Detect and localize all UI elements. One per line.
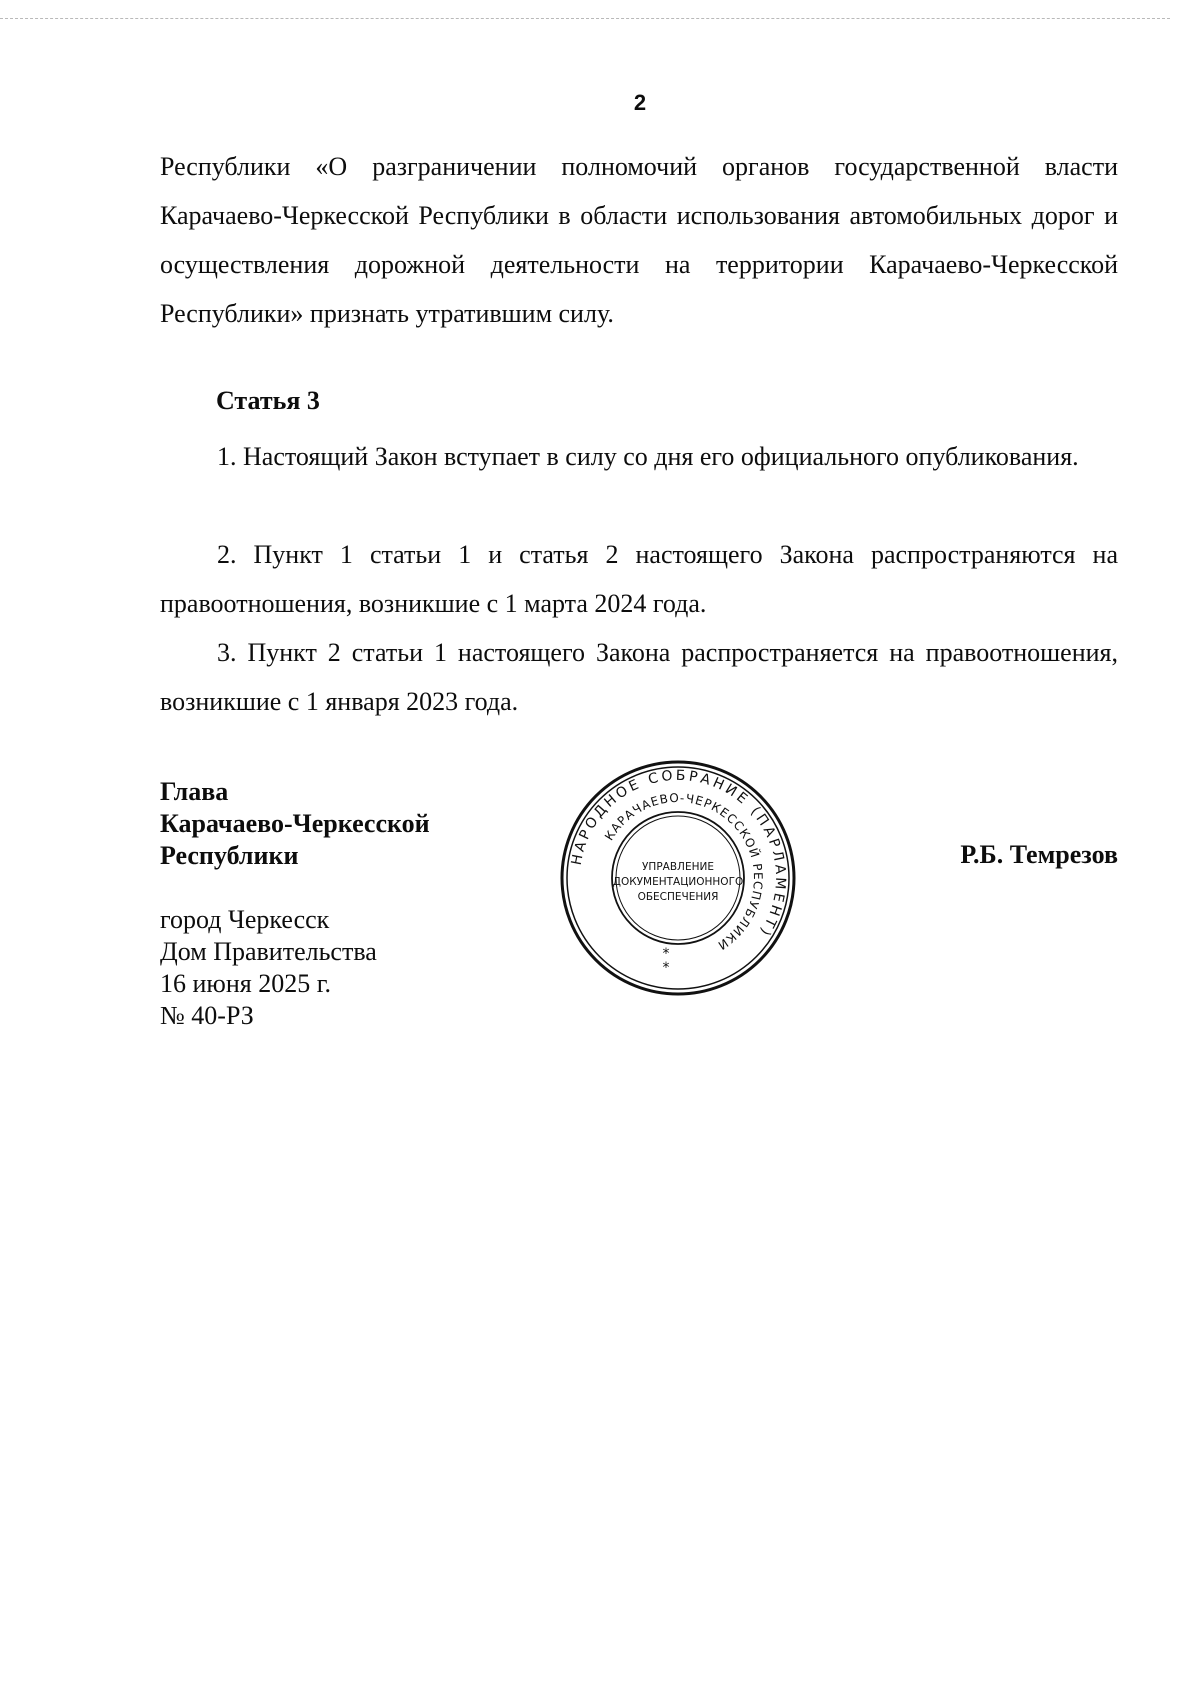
signatory-name: Р.Б. Темрезов (960, 840, 1118, 869)
svg-text:НАРОДНОЕ СОБРАНИЕ (ПАРЛАМЕНТ): НАРОДНОЕ СОБРАНИЕ (ПАРЛАМЕНТ) (568, 767, 789, 941)
svg-text:ОБЕСПЕЧЕНИЯ: ОБЕСПЕЧЕНИЯ (637, 891, 719, 903)
issue-details (160, 904, 377, 1032)
official-seal (558, 758, 798, 998)
svg-text:ДОКУМЕНТАЦИОННОГО: ДОКУМЕНТАЦИОННОГО (612, 876, 744, 888)
continuation-paragraph: Республики «О разграничении полномочий органов государственной власти Карачаево-Черкесской Республики в области использования автомобильных дорог и осуществления дорожной деятельности на территории Карачаево-Черкесской Республики» признать утратившим силу. (160, 152, 1118, 328)
issue-city: город Черкесск (160, 905, 330, 934)
signatory-title (160, 776, 430, 872)
issue-date: 16 июня 2025 г. (160, 969, 331, 998)
page-number: 2 (633, 90, 647, 115)
svg-text:*: * (662, 960, 670, 976)
signatory-title-line: Карачаево-Черкесской (160, 809, 430, 838)
signatory-title-line: Глава (160, 777, 229, 806)
scan-artifact-line (0, 18, 1170, 19)
svg-text:УПРАВЛЕНИЕ: УПРАВЛЕНИЕ (642, 861, 714, 873)
signatory-title-line: Республики (160, 841, 299, 870)
article-item-3: 3. Пункт 2 статьи 1 настоящего Закона распространяется на правоотношения, возникшие с 1 января 2023 года. (160, 638, 1118, 716)
article-heading: Статья 3 (216, 386, 320, 415)
law-number: № 40-РЗ (160, 1001, 254, 1030)
article-item-1: 1. Настоящий Закон вступает в силу со дня его официального опубликования. (217, 442, 1079, 471)
svg-text:*: * (662, 946, 670, 962)
article-item-2: 2. Пункт 1 статьи 1 и статья 2 настоящего Закона распространяются на правоотношения, возникшие с 1 марта 2024 года. (160, 540, 1118, 618)
issue-building: Дом Правительства (160, 937, 377, 966)
svg-text:КАРАЧАЕВО-ЧЕРКЕССКОЙ РЕСПУБЛИК: КАРАЧАЕВО-ЧЕРКЕССКОЙ РЕСПУБЛИКИ (601, 790, 766, 953)
seal-graphic (558, 758, 798, 998)
